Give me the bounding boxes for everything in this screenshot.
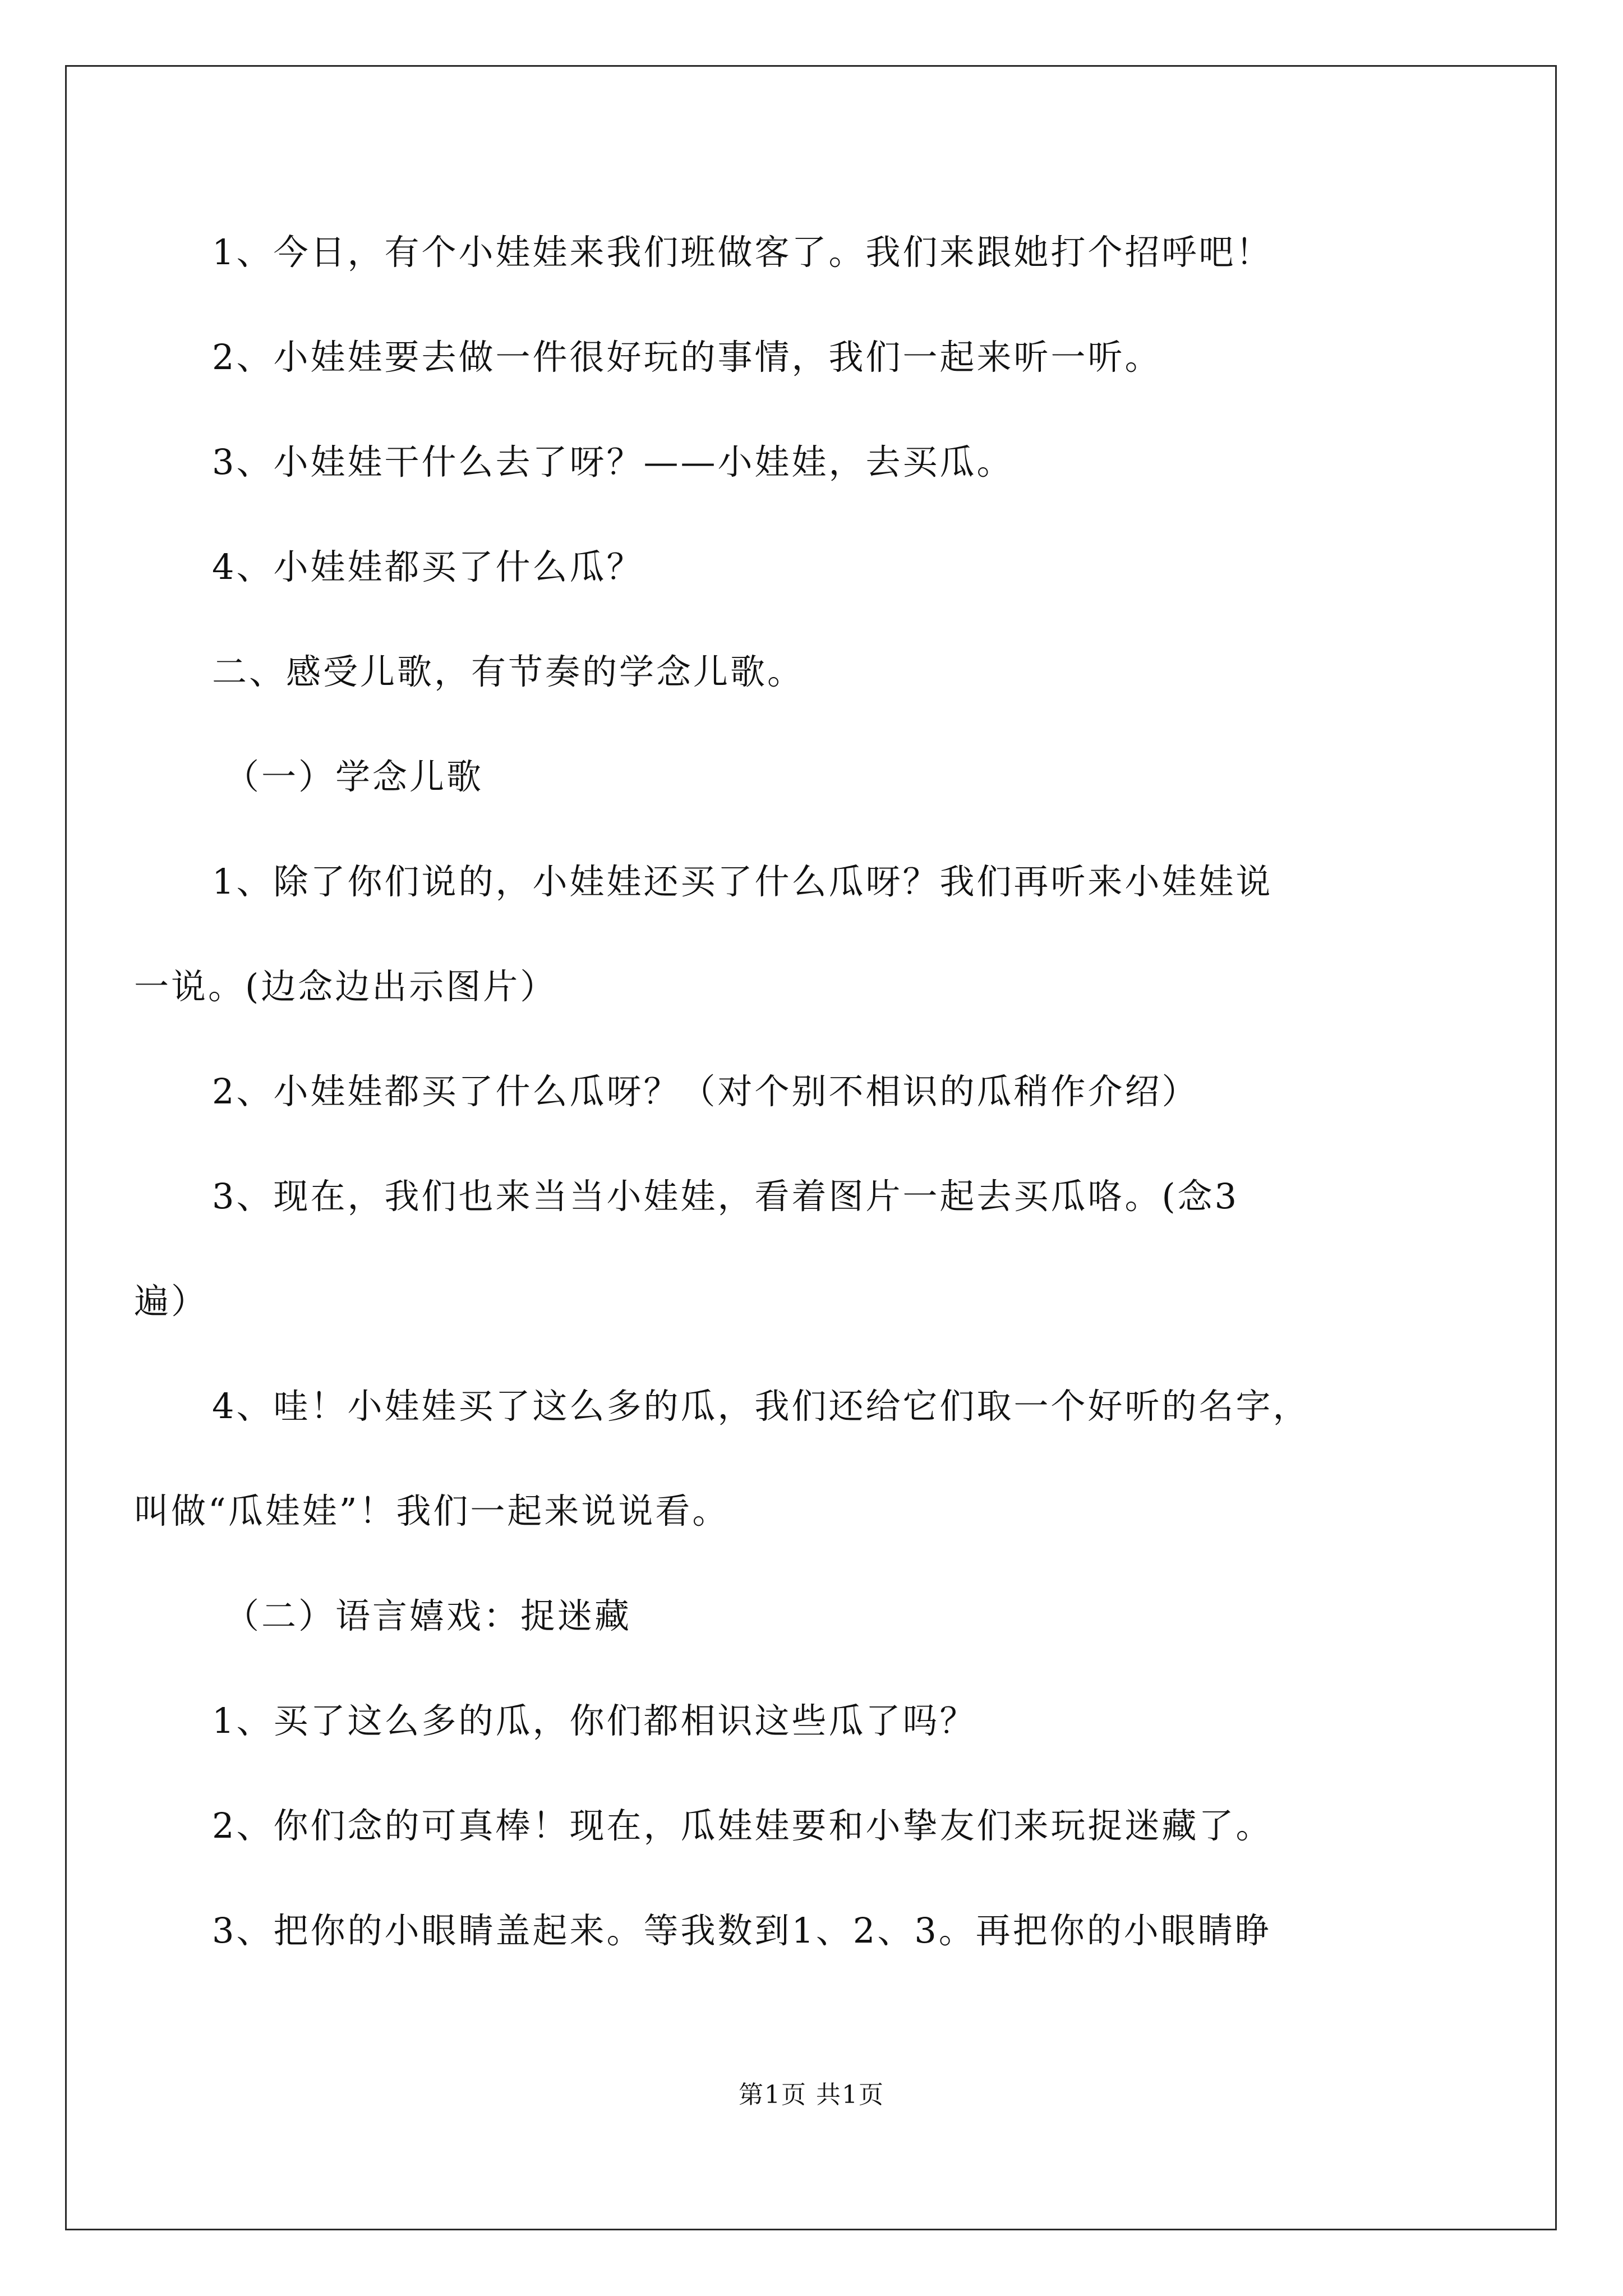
paragraph-line-9: 1、买了这么多的瓜，你们都相识这些瓜了吗？ <box>212 1700 977 1741</box>
paragraph-line-8-cont: 叫做“瓜娃娃”！我们一起来说说看。 <box>134 1490 730 1531</box>
paragraph-line-10: 2、你们念的可真棒！现在，瓜娃娃要和小挚友们来玩捉迷藏了。 <box>212 1805 1273 1846</box>
paragraph-line-5: 1、除了你们说的，小娃娃还买了什么瓜呀？我们再听来小娃娃说 <box>212 861 1273 902</box>
paragraph-line-3: 3、小娃娃干什么去了呀？——小娃娃，去买瓜。 <box>212 441 1014 482</box>
paragraph-line-8: 4、哇！小娃娃买了这么多的瓜，我们还给它们取一个好听的名字， <box>212 1386 1310 1427</box>
paragraph-line-6: 2、小娃娃都买了什么瓜呀？（对个别不相识的瓜稍作介绍） <box>212 1071 1199 1112</box>
subsection-heading-1: （一）学念儿歌 <box>224 756 484 797</box>
subsection-heading-2: （二）语言嬉戏：捉迷藏 <box>224 1595 632 1636</box>
paragraph-line-7-cont: 遍） <box>134 1281 209 1322</box>
paragraph-line-5-cont: 一说。(边念边出示图片） <box>134 966 557 1007</box>
paragraph-line-1: 1、今日，有个小娃娃来我们班做客了。我们来跟她打个招呼吧！ <box>212 232 1273 273</box>
paragraph-line-4: 4、小娃娃都买了什么瓜？ <box>212 546 644 587</box>
page-footer: 第1页 共1页 <box>739 2081 884 2109</box>
paragraph-line-2: 2、小娃娃要去做一件很好玩的事情，我们一起来听一听。 <box>212 337 1162 378</box>
section-heading-2: 二、感受儿歌，有节奏的学念儿歌。 <box>212 651 805 692</box>
paragraph-line-7: 3、现在，我们也来当当小娃娃，看着图片一起去买瓜咯。(念3 <box>212 1176 1239 1217</box>
paragraph-line-11: 3、把你的小眼睛盖起来。等我数到1、2、3。再把你的小眼睛睁 <box>212 1910 1272 1951</box>
